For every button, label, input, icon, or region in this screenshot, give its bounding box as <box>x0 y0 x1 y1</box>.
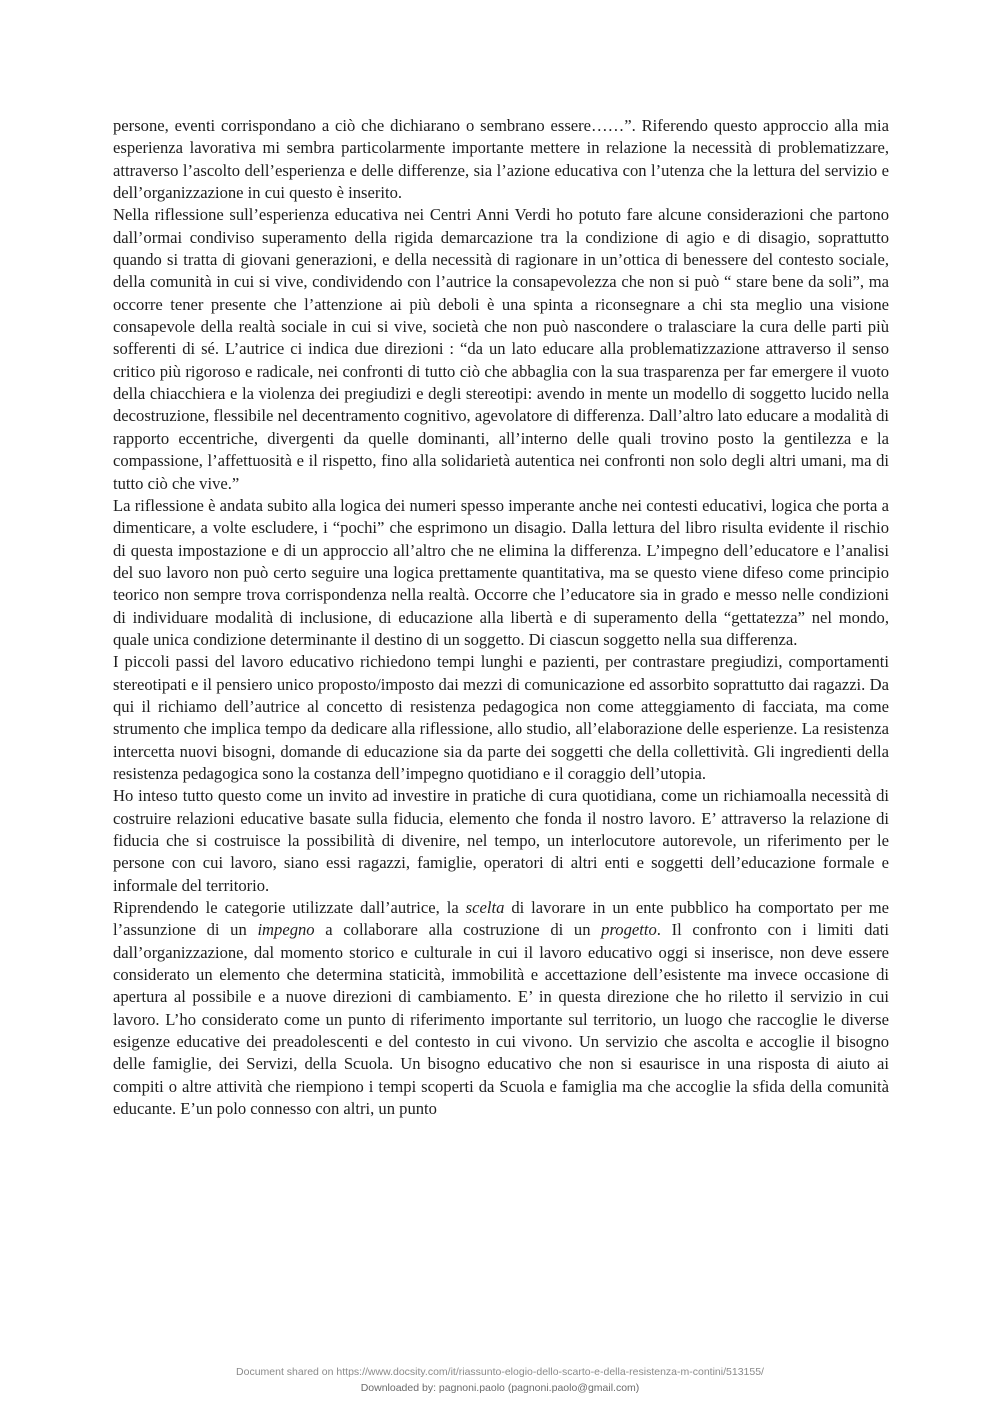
footer-downloaded-by: Downloaded by: pagnoni.paolo (pagnoni.paolo@gmail.com) <box>360 1382 640 1394</box>
paragraph-1: persone, eventi corrispondano a ciò che dichiarano o sembrano essere……”. Riferendo questo approccio alla mia esperienza lavorativa mi sembra particolarmente importante mettere in relazione la necessità di problematizzare, attraverso l’ascolto dell’esperienza e delle differenze, sia l’azione educativa con l’utenza che la lettura del servizio e dell’organizzazione in cui questo è inserito. <box>113 116 889 203</box>
paragraph-3: La riflessione è andata subito alla logica dei numeri spesso imperante anche nei contesti educativi, logica che porta a dimenticare, a volte escludere, i “pochi” che esprimono un disagio. Dalla lettura del libro risulta evidente il rischio di questa impostazione e di un approccio all’altro che ne elimina la differenza. L’impegno dell’educatore e l’analisi del suo lavoro non può certo seguire una logica prettamente quantitativa, ma se questo viene difeso come principio teorico non sempre trova corrispondenza nella realtà. Occorre che l’educatore sia in grado e messo nelle condizioni di individuare modalità di inclusione, di educazione alla libertà e di superamento della “gettatezza” nel mondo, quale unica condizione determinante il destino di un soggetto. Di ciascun soggetto nella sua differenza. <box>113 495 889 649</box>
paragraph-6-text-d: . Il confronto con i limiti dati dall’organizzazione, dal momento storico e culturale in cui il lavoro educativo oggi si inserisce, non deve essere considerato un elemento che determina staticità, immobilità e accettazione dell’esistente ma invece occasione di apertura al possibile e a nuove direzioni di cambiamento. E’ in questa direzione che ho riletto il servizio in cui lavoro. L’ho considerato come un punto di riferimento importante sul territorio, un luogo che raccoglie le diverse esigenze educative dei preadolescenti e del contesto in cui vivono. Un servizio che ascolta e accoglie il bisogno delle famiglie, dei Servizi, della Scuola. Un bisogno educativo che non si esaurisce in una risposta di aiuto ai compiti o altre attività che riempiono i tempi scoperti da Scuola e famiglia ma che accoglie la sfida della comunità educante. E’un polo connesso con altri, un punto <box>113 920 889 1119</box>
emphasis-progetto: progetto <box>601 920 657 940</box>
paragraph-2: Nella riflessione sull’esperienza educativa nei Centri Anni Verdi ho potuto fare alcune considerazioni che partono dall’ormai condiviso superamento della rigida demarcazione tra la condizione di agio e di disagio, soprattutto quando si tratta di giovani generazioni, e della necessità di ragionare in un’ottica di benessere del contesto sociale, della comunità in cui si vive, condividendo con l’autrice la consapevolezza che non si può “ stare bene da soli”, ma occorre tener presente che l’attenzione ai più deboli è una spinta a riconsegnare a chi sta meglio una visione consapevole della realtà sociale in cui si vive, società che non può nascondere o tralasciare la cura delle parti più sofferenti di sé. L’autrice ci indica due direzioni : “da un lato educare alla problematizzazione attraverso il senso critico più rigoroso e radicale, nei confronti di tutto ciò che abbaglia con la sua trasparenza per far emergere il vuoto della chiacchiera e la violenza dei pregiudizi e degli stereotipi: avendo in mente un modello di soggetto lucido nella decostruzione, flessibile nel decentramento cognitivo, agevolatore di differenza. Dall’altro lato educare a modalità di rapporto eccentriche, divergenti da quelle dominanti, all’interno delle quali trovino posto la gentilezza e la compassione, l’affettuosità e il rispetto, fino alla solidarietà autentica nei confronti non solo degli altri umani, ma di tutto ciò che vive.” <box>113 205 889 493</box>
paragraph-6-text-a: Riprendendo le categorie utilizzate dall’autrice, la <box>113 898 466 918</box>
paragraph-5: Ho inteso tutto questo come un invito ad investire in pratiche di cura quotidiana, come un richiamoalla necessità di costruire relazioni educative basate sulla fiducia, elemento che fonda il nostro lavoro. E’ attraverso la relazione di fiducia che si costruisce la possibilità di divenire, nel tempo, un interlocutore autorevole, un riferimento per le persone con cui lavoro, siano essi ragazzi, famiglie, operatori di altri enti e soggetti dell’educazione formale e informale del territorio. <box>113 786 889 895</box>
footer-shared-link[interactable]: Document shared on https://www.docsity.com/it/riassunto-elogio-dello-scarto-e-della-resistenza-m-contini/513155/ <box>236 1366 764 1378</box>
emphasis-scelta: scelta <box>465 898 505 918</box>
paragraph-6-text-b: di lavorare in un ente pubblico ha comportato per me l’assunzione di un <box>113 898 889 940</box>
paragraph-4: I piccoli passi del lavoro educativo richiedono tempi lunghi e pazienti, per contrastare pregiudizi, comportamenti stereotipati e il pensiero unico proposto/imposto dai mezzi di comunicazione ed assorbito soprattutto dai ragazzi. Da qui il richiamo dell’autrice al concetto di resistenza pedagogica non come atteggiamento di facciata, ma come strumento che implica tempo da dedicare alla riflessione, allo studio, all’elaborazione delle esperienze. La resistenza intercetta nuovi bisogni, domande di educazione sia da parte dei soggetti che della collettività. Gli ingredienti della resistenza pedagogica sono la costanza dell’impegno quotidiano e il coraggio dell’utopia. <box>113 652 889 783</box>
paragraph-6 <box>113 897 889 1120</box>
paragraph-6-text-c: a collaborare alla costruzione di un <box>314 920 602 940</box>
document-body <box>113 115 889 1120</box>
emphasis-impegno: impegno <box>257 920 315 940</box>
